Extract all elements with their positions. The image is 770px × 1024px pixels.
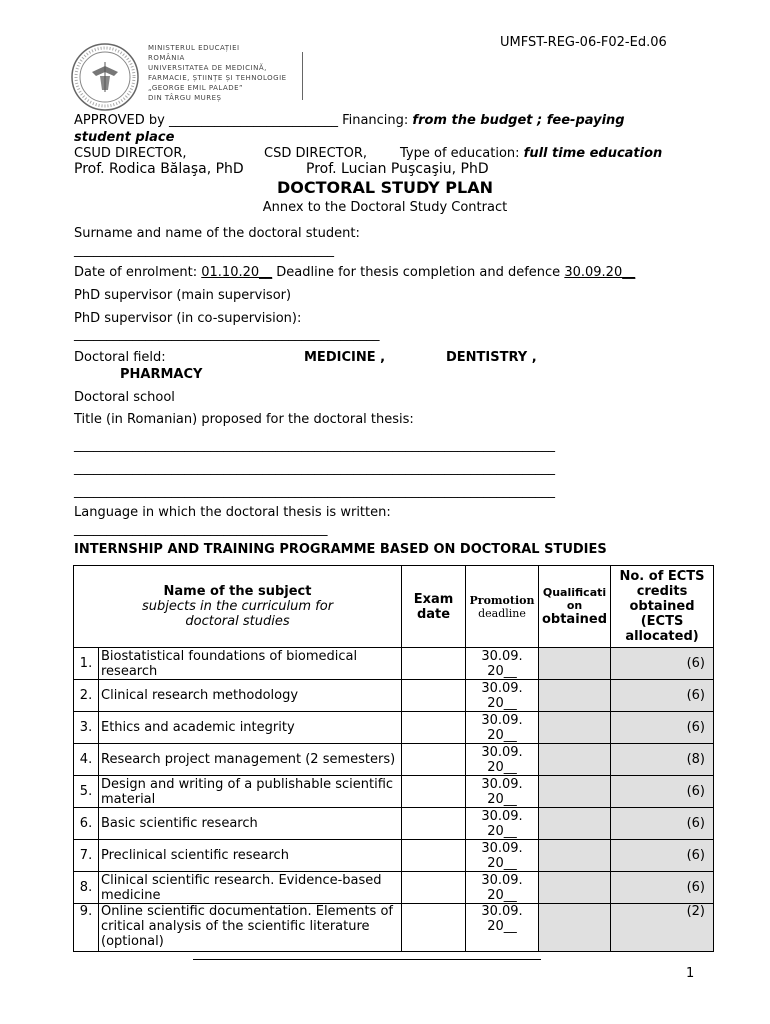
qualification-header: [539, 566, 611, 648]
header-text: on: [566, 599, 583, 612]
co-supervisor-field[interactable]: _______________________________________________: [74, 327, 380, 342]
enrolment-line: [74, 265, 635, 280]
logo-line: ROMÂNIA: [148, 54, 185, 62]
education-type: [400, 146, 662, 161]
ects-cell: (2): [611, 904, 714, 952]
table-header-row: [74, 566, 714, 648]
header-text: obtained: [541, 612, 608, 627]
deadline-text: 30.09.: [481, 648, 523, 664]
field-option-pharmacy[interactable]: PHARMACY: [120, 367, 203, 382]
exam-date-cell[interactable]: [402, 712, 466, 744]
subject-name: Online scientific documentation. Elements of critical analysis of the scientific literature (optional): [99, 904, 402, 952]
logo-line: MINISTERUL EDUCAȚIEI: [148, 44, 240, 52]
table-row: [74, 776, 714, 808]
row-number: 3.: [74, 712, 99, 744]
page-number: 1: [686, 966, 695, 981]
university-seal: [70, 42, 140, 112]
table-row: [74, 904, 714, 952]
ects-cell: (6): [611, 840, 714, 872]
csud-director-label: CSUD DIRECTOR,: [74, 146, 187, 161]
ects-cell: (6): [611, 872, 714, 904]
deadline-date: 30.09.20__: [564, 265, 636, 280]
promotion-deadline-cell: [466, 744, 539, 776]
ects-cell: (6): [611, 712, 714, 744]
logo-line: UNIVERSITATEA DE MEDICINĂ,: [148, 64, 267, 72]
study-plan-table: [73, 565, 714, 952]
deadline-year[interactable]: 20__: [487, 695, 517, 711]
qualification-cell[interactable]: [539, 872, 611, 904]
education-type-value: full time education: [523, 146, 663, 161]
table-row: [74, 808, 714, 840]
deadline-year[interactable]: 20__: [487, 855, 517, 871]
row-number: 5.: [74, 776, 99, 808]
education-type-label: Type of education:: [400, 146, 524, 161]
deadline-year[interactable]: 20__: [487, 919, 517, 934]
subject-name: Design and writing of a publishable scientific material: [99, 776, 402, 808]
header-text: No. of ECTS: [619, 569, 705, 584]
ects-cell: (6): [611, 648, 714, 680]
promotion-deadline-cell: [466, 840, 539, 872]
promotion-deadline-cell: [466, 904, 539, 952]
promotion-deadline-cell: [466, 712, 539, 744]
ects-cell: (6): [611, 808, 714, 840]
deadline-text: 30.09.: [481, 840, 523, 856]
ects-cell: (6): [611, 680, 714, 712]
ects-header: [611, 566, 714, 648]
ects-cell: (8): [611, 744, 714, 776]
approved-by-blank: __________________________: [168, 113, 338, 128]
exam-date-cell[interactable]: [402, 904, 466, 952]
row-number: 1.: [74, 648, 99, 680]
thesis-title-label: Title (in Romanian) proposed for the doctoral thesis:: [74, 412, 414, 427]
thesis-title-field[interactable]: __________________________________________________________________________: [74, 461, 555, 476]
subject-name: Ethics and academic integrity: [99, 712, 402, 744]
header-text: date: [416, 606, 451, 622]
deadline-year[interactable]: 20__: [487, 823, 517, 839]
deadline-text: 30.09.: [481, 680, 523, 696]
exam-date-cell[interactable]: [402, 744, 466, 776]
table-row: [74, 648, 714, 680]
header-text: Exam: [413, 591, 454, 607]
promotion-deadline-cell: [466, 776, 539, 808]
document-code: UMFST-REG-06-F02-Ed.06: [500, 35, 667, 50]
student-name-field[interactable]: ________________________________________: [74, 243, 334, 258]
exam-date-cell[interactable]: [402, 776, 466, 808]
thesis-language-field[interactable]: _______________________________________: [74, 522, 328, 537]
exam-date-cell[interactable]: [402, 808, 466, 840]
header-text: Qualificati: [542, 586, 607, 599]
qualification-cell[interactable]: [539, 840, 611, 872]
financing-label: Financing:: [337, 113, 413, 128]
qualification-cell[interactable]: [539, 808, 611, 840]
exam-date-header: [402, 566, 466, 648]
deadline-year[interactable]: 20__: [487, 727, 517, 743]
financing-value-cont: student place: [74, 130, 175, 145]
deadline-text: 30.09.: [481, 904, 523, 919]
deadline-text: 30.09.: [481, 872, 523, 888]
ects-cell: (6): [611, 776, 714, 808]
exam-date-cell[interactable]: [402, 840, 466, 872]
header-text: credits: [636, 584, 688, 599]
exam-date-cell[interactable]: [402, 648, 466, 680]
table-row: [74, 840, 714, 872]
exam-date-cell[interactable]: [402, 680, 466, 712]
row-number: 2.: [74, 680, 99, 712]
table-row: [74, 744, 714, 776]
subject-name: Research project management (2 semesters): [99, 744, 402, 776]
table-row: [74, 872, 714, 904]
csud-director-name: Prof. Rodica Bălaşa, PhD: [74, 161, 244, 177]
footnote-separator: [193, 959, 541, 960]
field-option-dentistry[interactable]: DENTISTRY ,: [446, 350, 537, 365]
qualification-cell[interactable]: [539, 744, 611, 776]
seal-icon: [70, 42, 140, 112]
qualification-cell[interactable]: [539, 776, 611, 808]
approved-by-label: APPROVED by: [74, 113, 169, 128]
doctoral-field-label: Doctoral field:: [74, 350, 166, 365]
subject-header-sub: doctoral studies: [185, 614, 290, 629]
subject-name: Biostatistical foundations of biomedical research: [99, 648, 402, 680]
deadline-year[interactable]: 20__: [487, 791, 517, 807]
page-title: DOCTORAL STUDY PLAN: [276, 178, 493, 197]
co-supervisor-label: PhD supervisor (in co-supervision):: [74, 311, 302, 326]
logo-text-block: [148, 43, 287, 103]
header-text: obtained: [629, 599, 695, 614]
deadline-year[interactable]: 20__: [487, 663, 517, 679]
subject-header-sub: subjects in the curriculum for: [141, 599, 334, 614]
enrolment-date: 01.10.20__: [201, 265, 273, 280]
field-option-medicine[interactable]: MEDICINE ,: [304, 350, 386, 365]
doctoral-school-label: Doctoral school: [74, 390, 175, 405]
qualification-cell[interactable]: [539, 648, 611, 680]
deadline-text: 30.09.: [481, 712, 523, 728]
logo-line: „GEORGE EMIL PALADE”: [148, 84, 244, 92]
promotion-deadline-cell: [466, 680, 539, 712]
enrolment-label: Date of enrolment:: [74, 265, 202, 280]
row-number: 4.: [74, 744, 99, 776]
approval-line: [74, 113, 625, 128]
deadline-text: 30.09.: [481, 808, 523, 824]
qualification-cell[interactable]: [539, 712, 611, 744]
deadline-year[interactable]: 20__: [487, 887, 517, 903]
deadline-text: 30.09.: [481, 776, 523, 792]
main-supervisor-label: PhD supervisor (main supervisor): [74, 288, 292, 303]
subject-name: Basic scientific research: [99, 808, 402, 840]
qualification-cell[interactable]: [539, 904, 611, 952]
header-text: (ECTS: [640, 614, 684, 629]
thesis-title-field[interactable]: __________________________________________________________________________: [74, 484, 555, 499]
subject-column-header: [74, 566, 402, 648]
logo-line: DIN TÂRGU MUREȘ: [148, 94, 222, 102]
table-row: [74, 680, 714, 712]
promotion-deadline-cell: [466, 648, 539, 680]
section-heading: INTERNSHIP AND TRAINING PROGRAMME BASED ON DOCTORAL STUDIES: [74, 542, 607, 557]
logo-line: FARMACIE, ȘTIINȚE ȘI TEHNOLOGIE: [148, 74, 287, 82]
row-number: 6.: [74, 808, 99, 840]
subject-name: Clinical research methodology: [99, 680, 402, 712]
header-text: allocated): [625, 629, 699, 644]
deadline-label: Deadline for thesis completion and defence: [272, 265, 565, 280]
header-text: deadline: [478, 606, 526, 620]
financing-value: from the budget ; fee-paying: [412, 113, 625, 128]
table-row: [74, 712, 714, 744]
promotion-deadline-cell: [466, 808, 539, 840]
row-number: 9.: [74, 904, 99, 952]
row-number: 8.: [74, 872, 99, 904]
row-number: 7.: [74, 840, 99, 872]
page-subtitle: Annex to the Doctoral Study Contract: [262, 200, 508, 215]
subject-name: Clinical scientific research. Evidence-based medicine: [99, 872, 402, 904]
subject-name: Preclinical scientific research: [99, 840, 402, 872]
logo-divider: [302, 52, 303, 100]
header-text: Promotion: [469, 593, 535, 607]
csd-director-name: Prof. Lucian Puşcaşiu, PhD: [306, 161, 489, 177]
thesis-title-field[interactable]: __________________________________________________________________________: [74, 438, 555, 453]
deadline-text: 30.09.: [481, 744, 523, 760]
exam-date-cell[interactable]: [402, 872, 466, 904]
promotion-deadline-cell: [466, 872, 539, 904]
deadline-year[interactable]: 20__: [487, 759, 517, 775]
qualification-cell[interactable]: [539, 680, 611, 712]
subject-header-title: Name of the subject: [163, 584, 312, 599]
student-name-label: Surname and name of the doctoral student:: [74, 226, 360, 241]
csd-director-label: CSD DIRECTOR,: [264, 146, 367, 161]
promotion-deadline-header: [466, 566, 539, 648]
thesis-language-label: Language in which the doctoral thesis is written:: [74, 505, 391, 520]
